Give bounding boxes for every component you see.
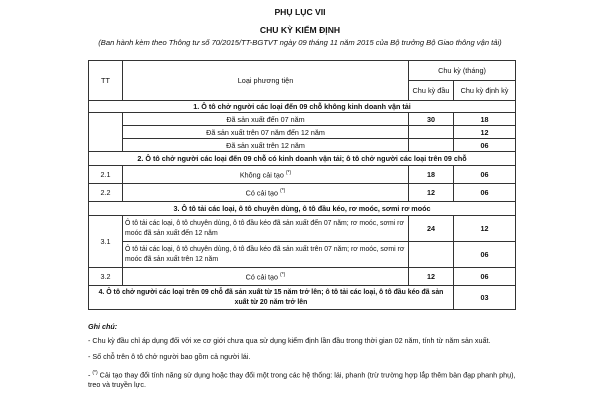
row-label: Có cải tạo: [245, 188, 279, 198]
row-first-cycle: 18: [409, 166, 454, 184]
row-first-cycle: 12: [409, 268, 454, 286]
row-first-cycle: [409, 242, 454, 268]
note-3-text: Cải tạo thay đổi tính năng sử dụng hoặc thay đổi một trong các hệ thống: lái, phanh (trừ trường hợp lắp thêm bàn đạp phanh phụ), treo và truyền lực.: [88, 370, 516, 390]
header-periodic-cycle: Chu kỳ định kỳ: [454, 81, 516, 101]
header-cycle: Chu kỳ (tháng): [409, 61, 516, 81]
table-header-row: [89, 61, 516, 81]
note-item-2: - Số chỗ trên ô tô chở người bao gồm cả người lái.: [88, 352, 251, 361]
footnote-mark: (*): [92, 370, 98, 376]
row-label: Có cải tạo: [245, 272, 279, 282]
footnote-mark: (*): [285, 169, 292, 176]
row-first-cycle: [409, 139, 454, 152]
row-label-cell: [123, 184, 409, 202]
section-1-tt-cell: [89, 113, 123, 152]
row-periodic-cycle: 06: [454, 166, 516, 184]
row-periodic-cycle: 18: [454, 113, 516, 126]
row-tt: 2.2: [89, 184, 123, 202]
row-periodic-cycle: 03: [454, 286, 516, 310]
row-tt: 2.1: [89, 166, 123, 184]
row-first-cycle: 24: [409, 216, 454, 242]
section-4-row: [89, 286, 516, 310]
header-first-cycle: Chu kỳ đầu: [409, 81, 454, 101]
row-first-cycle: [409, 126, 454, 139]
table-row: [89, 126, 516, 139]
row-periodic-cycle: 12: [454, 216, 516, 242]
table-row: [89, 216, 516, 242]
row-periodic-cycle: 06: [454, 268, 516, 286]
row-periodic-cycle: 06: [454, 139, 516, 152]
section-4-title: 4. Ô tô chở người các loại trên 09 chỗ đã sản xuất từ 15 năm trở lên; ô tô tải các loại, ô tô đầu kéo đã sản xuất từ 20 năm trở lên: [89, 286, 454, 310]
notes-section: [88, 322, 528, 396]
row-periodic-cycle: 06: [454, 242, 516, 268]
table-row: [89, 139, 516, 152]
table-row: [89, 166, 516, 184]
row-tt: 3.1: [89, 216, 123, 268]
footnote-mark: (*): [280, 271, 286, 278]
section-1-row: [89, 101, 516, 113]
row-first-cycle: 30: [409, 113, 454, 126]
table-row: [89, 113, 516, 126]
row-label-cell: [123, 166, 409, 184]
row-periodic-cycle: 12: [454, 126, 516, 139]
table-row: [89, 242, 516, 268]
note-item-3: [88, 368, 528, 390]
table-row: [89, 184, 516, 202]
header-tt: TT: [89, 61, 123, 101]
note-item-1: - Chu kỳ đầu chỉ áp dụng đối với xe cơ giới chưa qua sử dụng kiểm định lần đầu trong thời gian 02 năm, tính từ năm sản xuất.: [88, 336, 491, 345]
row-label: Đã sản xuất trên 07 năm đến 12 năm: [123, 126, 409, 139]
document-subtitle: (Ban hành kèm theo Thông tư số 70/2015/TT-BGTVT ngày 09 tháng 11 năm 2015 của Bộ trưởng Bộ Giao thông vận tải): [98, 38, 502, 47]
header-vehicle-type: Loại phương tiện: [123, 61, 409, 101]
row-label-cell: [123, 268, 409, 286]
document-title: CHU KỲ KIỂM ĐỊNH: [259, 25, 341, 35]
section-3-row: [89, 202, 516, 216]
section-2-title: 2. Ô tô chở người các loại đến 09 chỗ có kinh doanh vận tải; ô tô chở người các loại trên 09 chỗ: [89, 152, 516, 166]
notes-heading: Ghi chú:: [88, 322, 118, 331]
row-tt: 3.2: [89, 268, 123, 286]
inspection-cycle-table: [88, 60, 516, 310]
appendix-label: PHỤ LỤC VII: [274, 7, 326, 17]
note-3-prefix: -: [88, 370, 93, 380]
table-row: [89, 268, 516, 286]
row-label: Không cải tạo: [239, 170, 284, 180]
section-3-title: 3. Ô tô tải các loại, ô tô chuyên dùng, ô tô đầu kéo, rơ moóc, sơmi rơ moóc: [89, 202, 516, 216]
section-2-row: [89, 152, 516, 166]
row-periodic-cycle: 06: [454, 184, 516, 202]
section-1-title: 1. Ô tô chở người các loại đến 09 chỗ không kinh doanh vận tải: [89, 101, 516, 113]
row-label: Ô tô tải các loại, ô tô chuyên dùng, ô tô đầu kéo đã sản xuất trên 07 năm; rơ moóc, sơmi rơ moóc đã sản xuất trên 12 năm: [123, 242, 409, 268]
row-label: Đã sản xuất đến 07 năm: [123, 113, 409, 126]
row-label: Đã sản xuất trên 12 năm: [123, 139, 409, 152]
row-label: Ô tô tải các loại, ô tô chuyên dùng, ô tô đầu kéo đã sản xuất đến 07 năm; rơ moóc, sơmi rơ moóc đã sản xuất đến 12 năm: [123, 216, 409, 242]
footnote-mark: (*): [280, 187, 286, 194]
row-first-cycle: 12: [409, 184, 454, 202]
